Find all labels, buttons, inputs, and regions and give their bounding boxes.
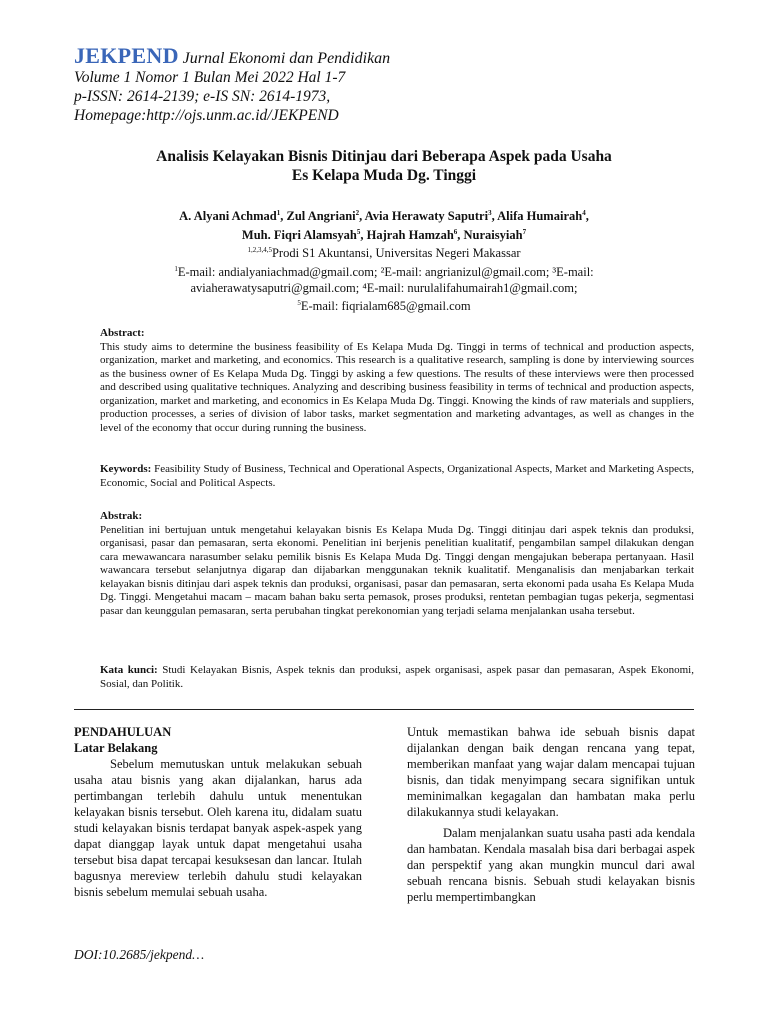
- author-sup: 1: [276, 209, 281, 217]
- author-name: , Nuraisyiah: [457, 227, 523, 242]
- body-column-right: [407, 724, 695, 905]
- journal-volume: Volume 1 Nomor 1 Bulan Mei 2022 Hal 1-7: [74, 69, 346, 86]
- author-names-line-2: [60, 225, 708, 244]
- author-name: A. Alyani Achmad: [179, 209, 277, 224]
- abstract-english: [100, 327, 694, 435]
- abstract-indonesian: [100, 510, 694, 618]
- keywords-label: Keywords:: [100, 463, 152, 475]
- body-paragraph: Untuk memastikan bahwa ide sebuah bisnis dapat dijalankan dengan baik dengan rencana yang tepat, memberikan manfaat yang wajar dalam mencapai tujuan bisnis, dan tidak menyimpang secara signifikan untuk meminimalkan kegagalan dan hambatan maka perlu dilakukannya studi kelayakan.: [407, 725, 695, 819]
- author-block: [60, 206, 708, 315]
- journal-name-line: [74, 43, 391, 68]
- paper-title-line-1: Analisis Kelayakan Bisnis Ditinjau dari Beberapa Aspek pada Usaha: [156, 148, 612, 165]
- author-sup: 3: [488, 209, 492, 217]
- author-separator: ,: [585, 209, 589, 224]
- journal-brand: JEKPEND: [74, 43, 179, 68]
- affiliation-text: Prodi S1 Akuntansi, Universitas Negeri Makassar: [271, 246, 521, 261]
- body-paragraph: Dalam menjalankan suatu usaha pasti ada kendala dan hambatan. Kendala masalah bisa dari berbagai aspek dan perspektif yang akan mungkin muncul dari awal sebuah rencana bisnis. Sebuah studi kelayakan bisnis perlu mempertimbangkan: [407, 826, 695, 904]
- affiliation: [60, 243, 708, 262]
- author-name: , Alifa Humairah: [491, 209, 583, 224]
- kata-kunci-text: Studi Kelayakan Bisnis, Aspek teknis dan produksi, aspek organisasi, aspek pasar dan pemasaran, Aspek Ekonomi, Sosial, dan Politik.: [100, 664, 694, 690]
- author-name: , Hajrah Hamzah: [360, 227, 454, 242]
- email-text: E-mail: fiqrialam685@gmail.com: [300, 299, 471, 314]
- author-sup: 4: [582, 209, 586, 217]
- keywords-indonesian: [100, 664, 694, 691]
- author-name: Muh. Fiqri Alamsyah: [241, 227, 357, 242]
- author-name: , Avia Herawaty Saputri: [359, 209, 489, 224]
- email-line-1: [60, 262, 708, 281]
- author-sup: 5: [356, 227, 361, 236]
- email-line-3: [60, 296, 708, 315]
- keywords-text: Feasibility Study of Business, Technical and Operational Aspects, Organizational Aspects, Market and Marketing Aspects, Economic, Social and Political Aspects.: [100, 463, 694, 489]
- email-line-2: aviaherawatysaputri@gmail.com; ⁴E-mail: nurulalifahumairah1@gmail.com;: [190, 280, 578, 295]
- kata-kunci-label: Kata kunci:: [100, 664, 158, 676]
- keywords-english: [100, 463, 694, 490]
- journal-homepage[interactable]: Homepage:http://ojs.unm.ac.id/JEKPEND: [74, 107, 339, 124]
- abstract-text: This study aims to determine the business feasibility of Es Kelapa Muda Dg. Tinggi in terms of technical and production aspects, organization, market and marketing, and economics. This research is a qualitative research, sampling is done by interviewing sources as the business owner of Es Kelapa Muda Dg. Tinggi by asking a few questions. The results of these interviews were then processed and described using qualitative techniques. Analyzing and describing business feasibility in terms of technical and production aspects, organization, market and marketing, and economics in Es Kelapa Muda Dg. Tinggi. Knowing the kinds of raw materials and suppliers, production processes, a series of division of labor tasks, market segmentation and marketing advantages, as well as changes in the level of the economy that occur during running the business.: [100, 340, 694, 434]
- email-text: E-mail: andialyaniachmad@gmail.com; ²E-mail: angrianizul@gmail.com; ³E-mail:: [177, 265, 594, 280]
- section-heading: PENDAHULUAN: [74, 725, 172, 739]
- author-sup: 2: [355, 209, 360, 217]
- doi-footer[interactable]: DOI:10.2685/jekpend…: [74, 947, 205, 962]
- abstrak-text: Penelitian ini bertujuan untuk mengetahui kelayakan bisnis Es Kelapa Muda Dg. Tinggi ditinjau dari aspek teknis dan produksi, organisasi, pasar dan pemasaran, serta ekonomi. Penelitian ini berjenis penelitian kualitatif, pengambilan sampel dilakukan dengan cara mewawancara narasumber selaku pemilik bisnis Es Kelapa Muda Dg. Tinggi dengan mengajukan beberapa pertanyaan. Hasil wawancara tersebut selanjutnya digarap dan dijabarkan menggunakan teknik kualitatif. Menganalisis dan menjabarkan terkait kelayakan bisnis ditinjau dari aspek teknis dan produksi, organisasi, pasar dan pemasaran, serta ekonomi pada usaha Es Kelapa Muda Dg. Tinggi. Mengetahui macam – macam bahan baku serta pemasok, proses produksi, rentetan pembagian tugas pekerja, segmentasi pasar dan keunggulan pemasaran, serta perubahan tingkat perekonomian yang terjadi selama menjalankan usaha tersebut.: [100, 523, 694, 617]
- section-divider: [74, 709, 694, 710]
- affiliation-sup: 1,2,3,4,5: [247, 246, 272, 255]
- body-paragraph: Sebelum memutuskan untuk melakukan sebuah usaha atau bisnis yang akan dijalankan, harus ada pertimbangan terlebih dahulu untuk menentukan kelayakan bisnis tersebut. Oleh karena itu, didalam suatu studi kelayakan bisnis terdapat banyak aspek-aspek yang dapat dianggap layak untuk dapat mengetahui usaha tersebut bisa dapat tercapai kesuksesan dan lancar. Itulah bagusnya mereview terlebih dahulu studi kelayakan bisnis sebelum memulai sebuah usaha.: [74, 757, 362, 899]
- email-sup: 5: [297, 299, 301, 308]
- paper-title: [60, 147, 708, 185]
- author-name: , Zul Angriani: [280, 209, 356, 224]
- journal-issn: p-ISSN: 2614-2139; e-IS SN: 2614-1973,: [74, 88, 331, 105]
- author-sup: 7: [522, 227, 527, 236]
- author-sup: 6: [453, 227, 458, 236]
- author-names-line-1: [60, 206, 708, 225]
- abstract-heading: Abstract:: [100, 327, 145, 339]
- journal-masthead: [74, 43, 391, 125]
- subsection-heading: Latar Belakang: [74, 741, 158, 755]
- email-sup: 1: [174, 264, 178, 273]
- abstrak-heading: Abstrak:: [100, 510, 143, 522]
- paper-title-line-2: Es Kelapa Muda Dg. Tinggi: [291, 167, 477, 184]
- journal-full-name: Jurnal Ekonomi dan Pendidikan: [182, 50, 391, 67]
- body-column-left: [74, 724, 362, 900]
